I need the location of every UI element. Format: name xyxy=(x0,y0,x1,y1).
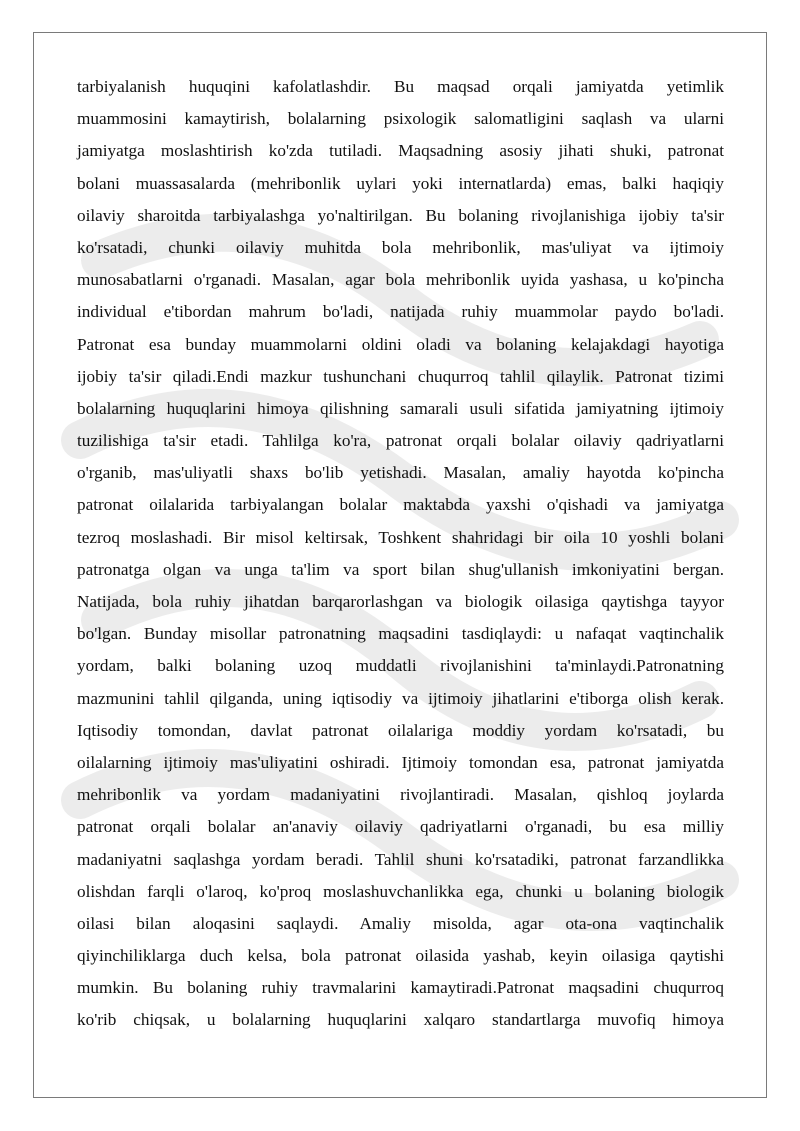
text-line: ko'rib chiqsak, u bolalarning huquqlarini xalqaro standartlarga muvofiq himoya xyxy=(77,1010,724,1030)
text-line: tezroq moslashadi. Bir misol keltirsak, Toshkent shahridagi bir oila 10 yoshli bolani xyxy=(77,527,724,547)
text-line: Patronat esa bunday muammolarni oldini oladi va bolaning kelajakdagi hayotiga xyxy=(77,334,724,354)
text-line: Natijada, bola ruhiy jihatdan barqarorlashgan va biologik oilasiga qaytishga tayyor xyxy=(77,592,724,611)
text-line: o'rganib, mas'uliyatli shaxs bo'lib yetishadi. Masalan, amaliy hayotda ko'pincha xyxy=(77,463,724,483)
text-line: oilalarning ijtimoiy mas'uliyatini oshiradi. Ijtimoiy tomondan esa, patronat jamiyatda xyxy=(77,752,724,772)
text-line: tarbiyalanish huquqini kafolatlashdir. Bu maqsad orqali jamiyatda yetimlik xyxy=(77,77,724,96)
text-line: jamiyatga moslashtirish ko'zda tutiladi. Maqsadning asosiy jihati shuki, patronat xyxy=(77,141,724,161)
text-line: patronatga olgan va unga ta'lim va sport bilan shug'ullanish imkoniyatini bergan. xyxy=(77,559,724,579)
text-line: Iqtisodiy tomondan, davlat patronat oilalariga moddiy yordam ko'rsatadi, bu xyxy=(77,720,724,740)
text-line: olishdan farqli o'laroq, ko'proq moslashuvchanlikka ega, chunki u bolaning biologik xyxy=(77,881,724,901)
text-line: mazmunini tahlil qilganda, uning iqtisodiy va ijtimoiy jihatlarini e'tiborga olish kerak. xyxy=(77,688,724,708)
text-line: ijobiy ta'sir qiladi.Endi mazkur tushunchani chuqurroq tahlil qilaylik. Patronat tizimi xyxy=(77,366,724,386)
text-line: mumkin. Bu bolaning ruhiy travmalarini kamaytiradi.Patronat maqsadini chuqurroq xyxy=(77,978,724,998)
text-line: bolalarning huquqlarini himoya qilishning samarali usuli sifatida jamiyatning ijtimoiy xyxy=(77,398,724,418)
text-line: munosabatlarni o'rganadi. Masalan, agar bola mehribonlik uyida yashasa, u ko'pincha xyxy=(77,270,724,290)
text-line: oilasi bilan aloqasini saqlaydi. Amaliy misolda, agar ota-ona vaqtinchalik xyxy=(77,913,724,933)
body-text xyxy=(77,71,724,1037)
text-line: muammosini kamaytirish, bolalarning psixologik salomatligini saqlash va ularni xyxy=(77,109,724,129)
text-line: bolani muassasalarda (mehribonlik uylari yoki internatlarda) emas, balki haqiqiy xyxy=(77,173,724,193)
text-line: individual e'tibordan mahrum bo'ladi, natijada ruhiy muammolar paydo bo'ladi. xyxy=(77,302,724,322)
text-line: qiyinchiliklarga duch kelsa, bola patronat oilasida yashab, keyin oilasiga qaytishi xyxy=(77,946,724,966)
text-line: oilaviy sharoitda tarbiyalashga yo'naltirilgan. Bu bolaning rivojlanishiga ijobiy ta'sir xyxy=(77,205,724,225)
text-line: bo'lgan. Bunday misollar patronatning maqsadini tasdiqlaydi: u nafaqat vaqtinchalik xyxy=(77,624,724,644)
text-line: madaniyatni saqlashga yordam beradi. Tahlil shuni ko'rsatadiki, patronat farzandlikka xyxy=(77,849,724,869)
text-line: tuzilishiga ta'sir etadi. Tahlilga ko'ra, patronat orqali bolalar oilaviy qadriyatlarni xyxy=(77,431,724,451)
text-line: patronat orqali bolalar an'anaviy oilaviy qadriyatlarni o'rganadi, bu esa milliy xyxy=(77,817,724,837)
text-line: mehribonlik va yordam madaniyatini rivojlantiradi. Masalan, qishloq joylarda xyxy=(77,785,724,805)
text-line: patronat oilalarida tarbiyalangan bolalar maktabda yaxshi o'qishadi va jamiyatga xyxy=(77,495,724,515)
text-line: yordam, balki bolaning uzoq muddatli rivojlanishini ta'minlaydi.Patronatning xyxy=(77,656,724,676)
text-line: ko'rsatadi, chunki oilaviy muhitda bola mehribonlik, mas'uliyat va ijtimoiy xyxy=(77,237,724,257)
